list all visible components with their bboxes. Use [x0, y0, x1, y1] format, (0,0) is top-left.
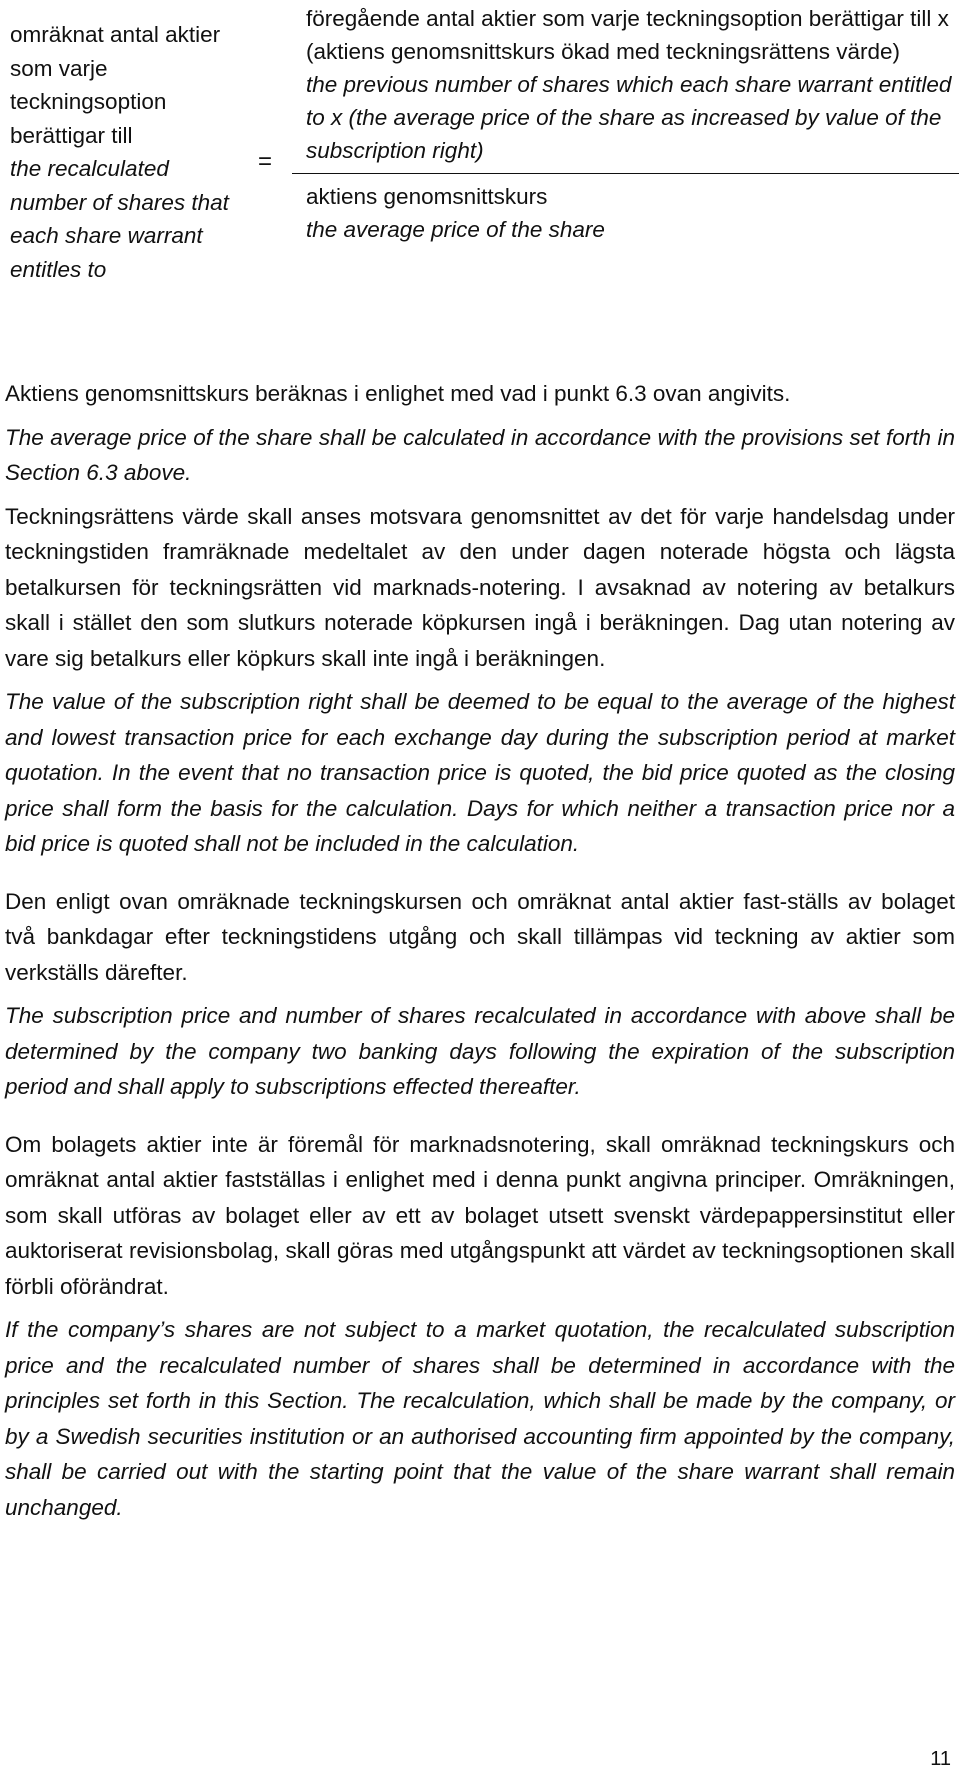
- formula-denominator-sv: aktiens genomsnittskurs: [306, 184, 548, 209]
- formula-numerator-en: the previous number of shares which each share warrant entitled to x (the average price of the share as increased by value of the subscription right): [306, 72, 952, 163]
- fraction-line: [292, 173, 959, 174]
- paragraph-sv-no-quotation: Om bolagets aktier inte är föremål för marknadsnotering, skall omräknad teckningskurs och omräknat antal aktier fastställas i enlighet med i denna punkt angivna principer. Omräkningen, som skall utföras av bolaget eller av ett av bolaget utsett svenskt värdepappersinstitut eller auktoriserat revisionsbolag, skall göras med utgångspunkt att värdet av teckningsoptionen skall förbli oförändrat.: [5, 1131, 955, 1299]
- paragraph-en-determination: The subscription price and number of shares recalculated in accordance with above shall be determined by the company two banking days following the expiration of the subscription period and shall apply to subscriptions effected thereafter.: [5, 1003, 955, 1099]
- page-number: 11: [930, 1748, 951, 1770]
- paragraph-sv-average-price: Aktiens genomsnittskurs beräknas i enlighet med vad i punkt 6.3 ovan angivits.: [5, 381, 791, 406]
- document-body: [5, 376, 955, 1533]
- equals-sign: =: [258, 148, 273, 175]
- paragraph-en-no-quotation: If the company’s shares are not subject to a market quotation, the recalculated subscription price and the recalculated number of shares shall be determined in accordance with the principles set forth in this Section. The recalculation, which shall be made by the company, or by a Swedish securities institution or an authorised accounting firm appointed by the company, shall be carried out with the starting point that the value of the share warrant shall remain unchanged.: [5, 1317, 955, 1520]
- paragraph-en-average-price: The average price of the share shall be calculated in accordance with the provisions set forth in Section 6.3 above.: [5, 424, 955, 485]
- formula-rhs: [306, 2, 956, 246]
- formula-lhs-sv: omräknat antal aktier som varje teckningsoption berättigar till: [10, 22, 221, 148]
- formula-denominator-en: the average price of the share: [306, 217, 605, 242]
- formula-numerator-sv: föregående antal aktier som varje teckningsoption berättigar till x (aktiens genomsnittskurs ökad med teckningsrättens värde): [306, 6, 949, 64]
- formula-lhs-en: the recalculated number of shares that each share warrant entitles to: [10, 156, 229, 282]
- paragraph-sv-subscription-right-value: Teckningsrättens värde skall anses motsvara genomsnittet av det för varje handelsdag under teckningstiden framräknade medeltalet av den under dagen noterade högsta och lägsta betalkursen för teckningsrätten vid marknads-notering. I avsaknad av notering av betalkurs skall i stället den som slutkurs noterade köpkursen ingå i beräkningen. Dag utan notering av vare sig betalkurs eller köpkurs skall inte ingå i beräkningen.: [5, 503, 955, 671]
- paragraph-sv-determination: Den enligt ovan omräknade teckningskursen och omräknat antal aktier fast-ställs av bolaget två bankdagar efter teckningstidens utgång och skall tillämpas vid teckning av aktier som verkställs därefter.: [5, 888, 955, 985]
- recalculation-formula: [10, 2, 955, 302]
- paragraph-en-subscription-right-value: The value of the subscription right shall be deemed to be equal to the average of the highest and lowest transaction price for each exchange day during the subscription period at market quotation. In the event that no transaction price is quoted, the bid price quoted as the closing price shall form the basis for the calculation. Days for which neither a transaction price nor a bid price is quoted shall not be included in the calculation.: [5, 689, 955, 856]
- formula-lhs: [10, 18, 245, 286]
